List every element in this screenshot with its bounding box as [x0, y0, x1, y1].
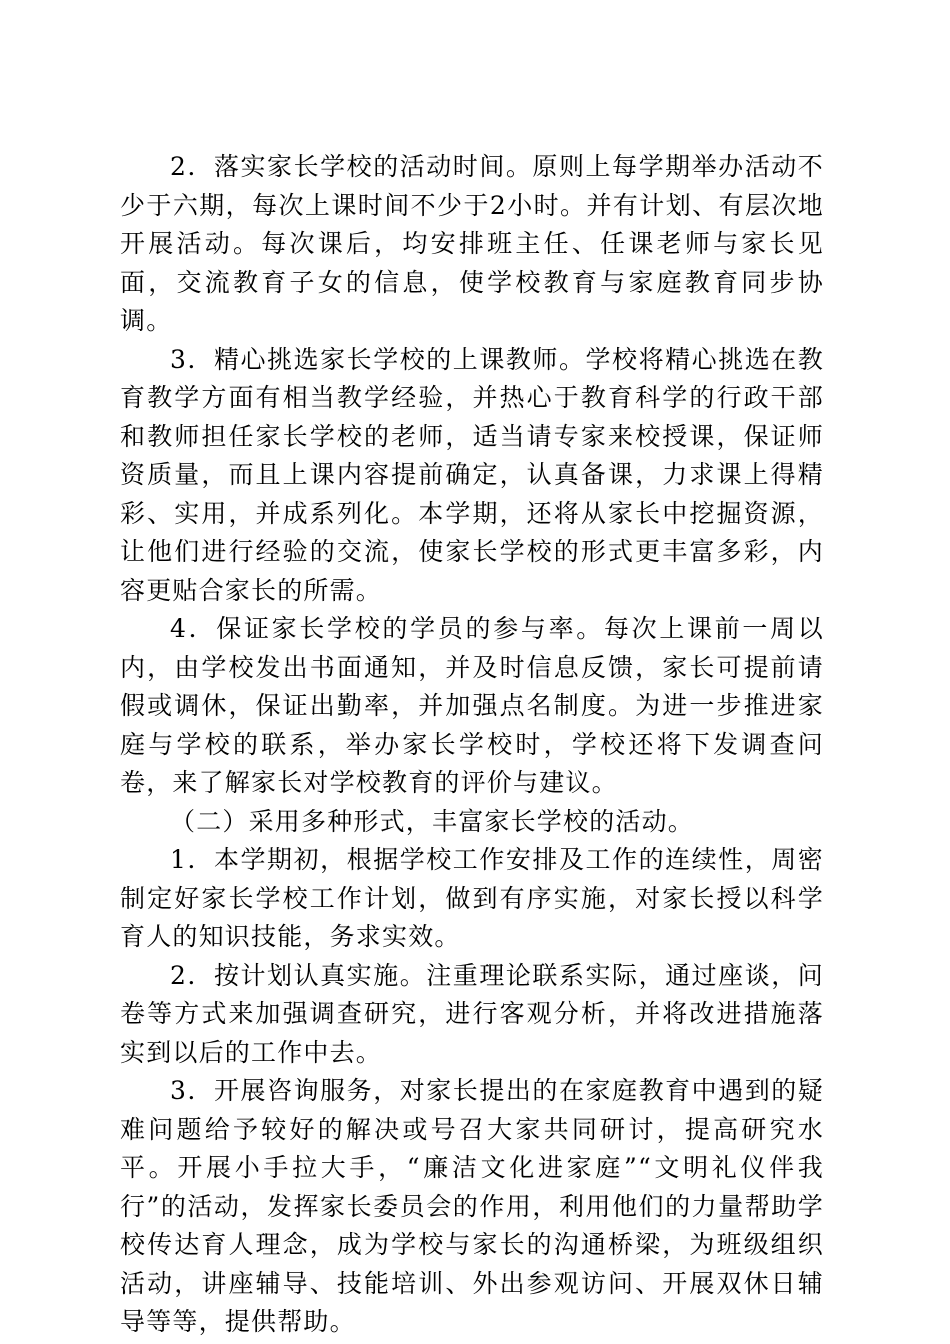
paragraph-item-3-consulting: 3．开展咨询服务，对家长提出的在家庭教育中遇到的疑难问题给予较好的解决或号召大家共同研讨，提高研究水平。开展小手拉大手，“廉洁文化进家庭”“文明礼仪伴我行”的活动，发挥家长委员会的作用，利用他们的力量帮助学校传达育人理念，成为学校与家长的沟通桥梁，为班级组织活动，讲座辅导、技能培训、外出参观访问、开展双休日辅导等等，提供帮助。 — [120, 1076, 824, 1336]
paragraph-item-2-schedule: 2．落实家长学校的活动时间。原则上每学期举办活动不少于六期，每次上课时间不少于2小时。并有计划、有层次地开展活动。每次课后，均安排班主任、任课老师与家长见面，交流教育子女的信息，使学校教育与家庭教育同步协调。 — [120, 152, 824, 335]
document-page — [120, 148, 824, 1342]
paragraph-item-2-implement: 2．按计划认真实施。注重理论联系实际，通过座谈，问卷等方式来加强调查研究，进行客观分析，并将改进措施落实到以后的工作中去。 — [120, 960, 824, 1067]
section-heading: （二）采用多种形式，丰富家长学校的活动。 — [170, 806, 695, 836]
paragraph-item-3-teachers: 3．精心挑选家长学校的上课教师。学校将精心挑选在教育教学方面有相当教学经验，并热心于教育科学的行政干部和教师担任家长学校的老师，适当请专家来校授课，保证师资质量，而且上课内容提前确定，认真备课，力求课上得精彩、实用，并成系列化。本学期，还将从家长中挖掘资源，让他们进行经验的交流，使家长学校的形式更丰富多彩，内容更贴合家长的所需。 — [120, 344, 824, 605]
paragraph-item-4-attendance: 4．保证家长学校的学员的参与率。每次上课前一周以内，由学校发出书面通知，并及时信息反馈，家长可提前请假或调休，保证出勤率，并加强点名制度。为进一步推进家庭与学校的联系，举办家长学校时，学校还将下发调查问卷，来了解家长对学校教育的评价与建议。 — [120, 614, 824, 797]
paragraph-item-1-plan: 1．本学期初，根据学校工作安排及工作的连续性，周密制定好家长学校工作计划，做到有序实施，对家长授以科学育人的知识技能，务求实效。 — [120, 845, 824, 951]
